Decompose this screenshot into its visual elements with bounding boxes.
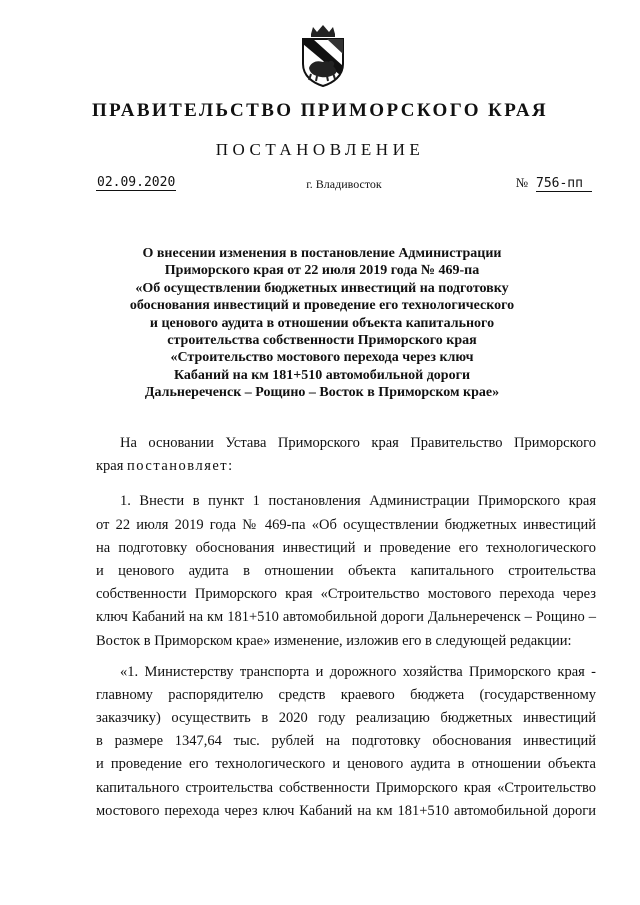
subject-line: О внесении изменения в постановление Администрации	[142, 246, 502, 261]
paragraph-2-line: главному распорядителю средств краевого бюджета (государственному	[96, 686, 596, 703]
subject-line: Приморского края от 22 июля 2019 года № 469-па	[164, 263, 480, 279]
paragraph-1-line: на подготовку обоснования инвестиций и проведение его технологического	[96, 539, 596, 556]
document-city: г. Владивосток	[306, 177, 382, 191]
paragraph-1-line: 1. Внести в пункт 1 постановления Администрации Приморского края	[120, 493, 596, 510]
paragraph-2-line: заказчику) осуществить в 2020 году реализацию бюджетных инвестиций	[96, 710, 596, 727]
document-meta	[96, 175, 592, 197]
subject-line: Дальнереченск – Рощино – Восток в Приморском крае»	[144, 385, 500, 401]
preamble-text: края	[96, 458, 128, 475]
subject-line: Кабаний на км 181+510 автомобильной дороги	[173, 367, 471, 383]
document-number	[516, 175, 592, 192]
paragraph-1-line: собственности Приморского края «Строительство мостового перехода через	[96, 586, 596, 603]
document-type: ПОСТАНОВЛЕНИЕ	[215, 140, 425, 159]
document-body	[96, 432, 596, 823]
paragraph-1-line: от 22 июля 2019 года № 469-па «Об осуществлении бюджетных инвестиций	[96, 516, 596, 533]
subject-line: «Строительство мостового перехода через ключ	[170, 350, 474, 366]
preamble-line: На основании Устава Приморского края Правительство Приморского	[120, 435, 596, 451]
paragraph-2-line: в размере 1347,64 тыс. рублей на подготовку обоснования инвестиций	[96, 733, 596, 750]
coat-of-arms-icon	[297, 24, 349, 88]
subject-line: «Об осуществлении бюджетных инвестиций на подготовку	[135, 280, 509, 296]
preamble-text: :	[228, 458, 233, 475]
subject-line: и ценового аудита в отношении объекта капитального	[149, 315, 495, 331]
resolution-word: постановляет	[127, 458, 229, 475]
subject-line: обоснования инвестиций и проведение его технологического	[129, 298, 515, 314]
subject-line: строительства собственности Приморского края	[167, 333, 477, 349]
paragraph-1-line: и ценового аудита в отношении объекта капитального строительства	[96, 562, 596, 579]
paragraph-1-line: ключ Кабаний на км 181+510 автомобильной дороги Дальнереченск – Рощино –	[96, 609, 596, 626]
paragraph-1-line: Восток в Приморском крае» изменение, изложив его в следующей редакции:	[96, 632, 572, 649]
organization-title: ПРАВИТЕЛЬСТВО ПРИМОРСКОГО КРАЯ	[91, 100, 549, 121]
document-subject	[110, 245, 534, 402]
document-date: 02.09.2020	[97, 175, 176, 190]
paragraph-2-line: и проведение его технологического и ценового аудита в отношении объекта	[96, 756, 596, 773]
preamble-line	[96, 455, 596, 478]
paragraph-2-line: «1. Министерству транспорта и дорожного хозяйства Приморского края -	[120, 663, 596, 680]
paragraph-2-line: мостового перехода через ключ Кабаний на км 181+510 автомобильной дороги	[96, 802, 596, 819]
number-value: 756-пп	[536, 176, 592, 192]
number-label: №	[515, 175, 528, 190]
paragraph-2-line: капитального строительства собственности Приморского края «Строительство	[96, 779, 596, 796]
